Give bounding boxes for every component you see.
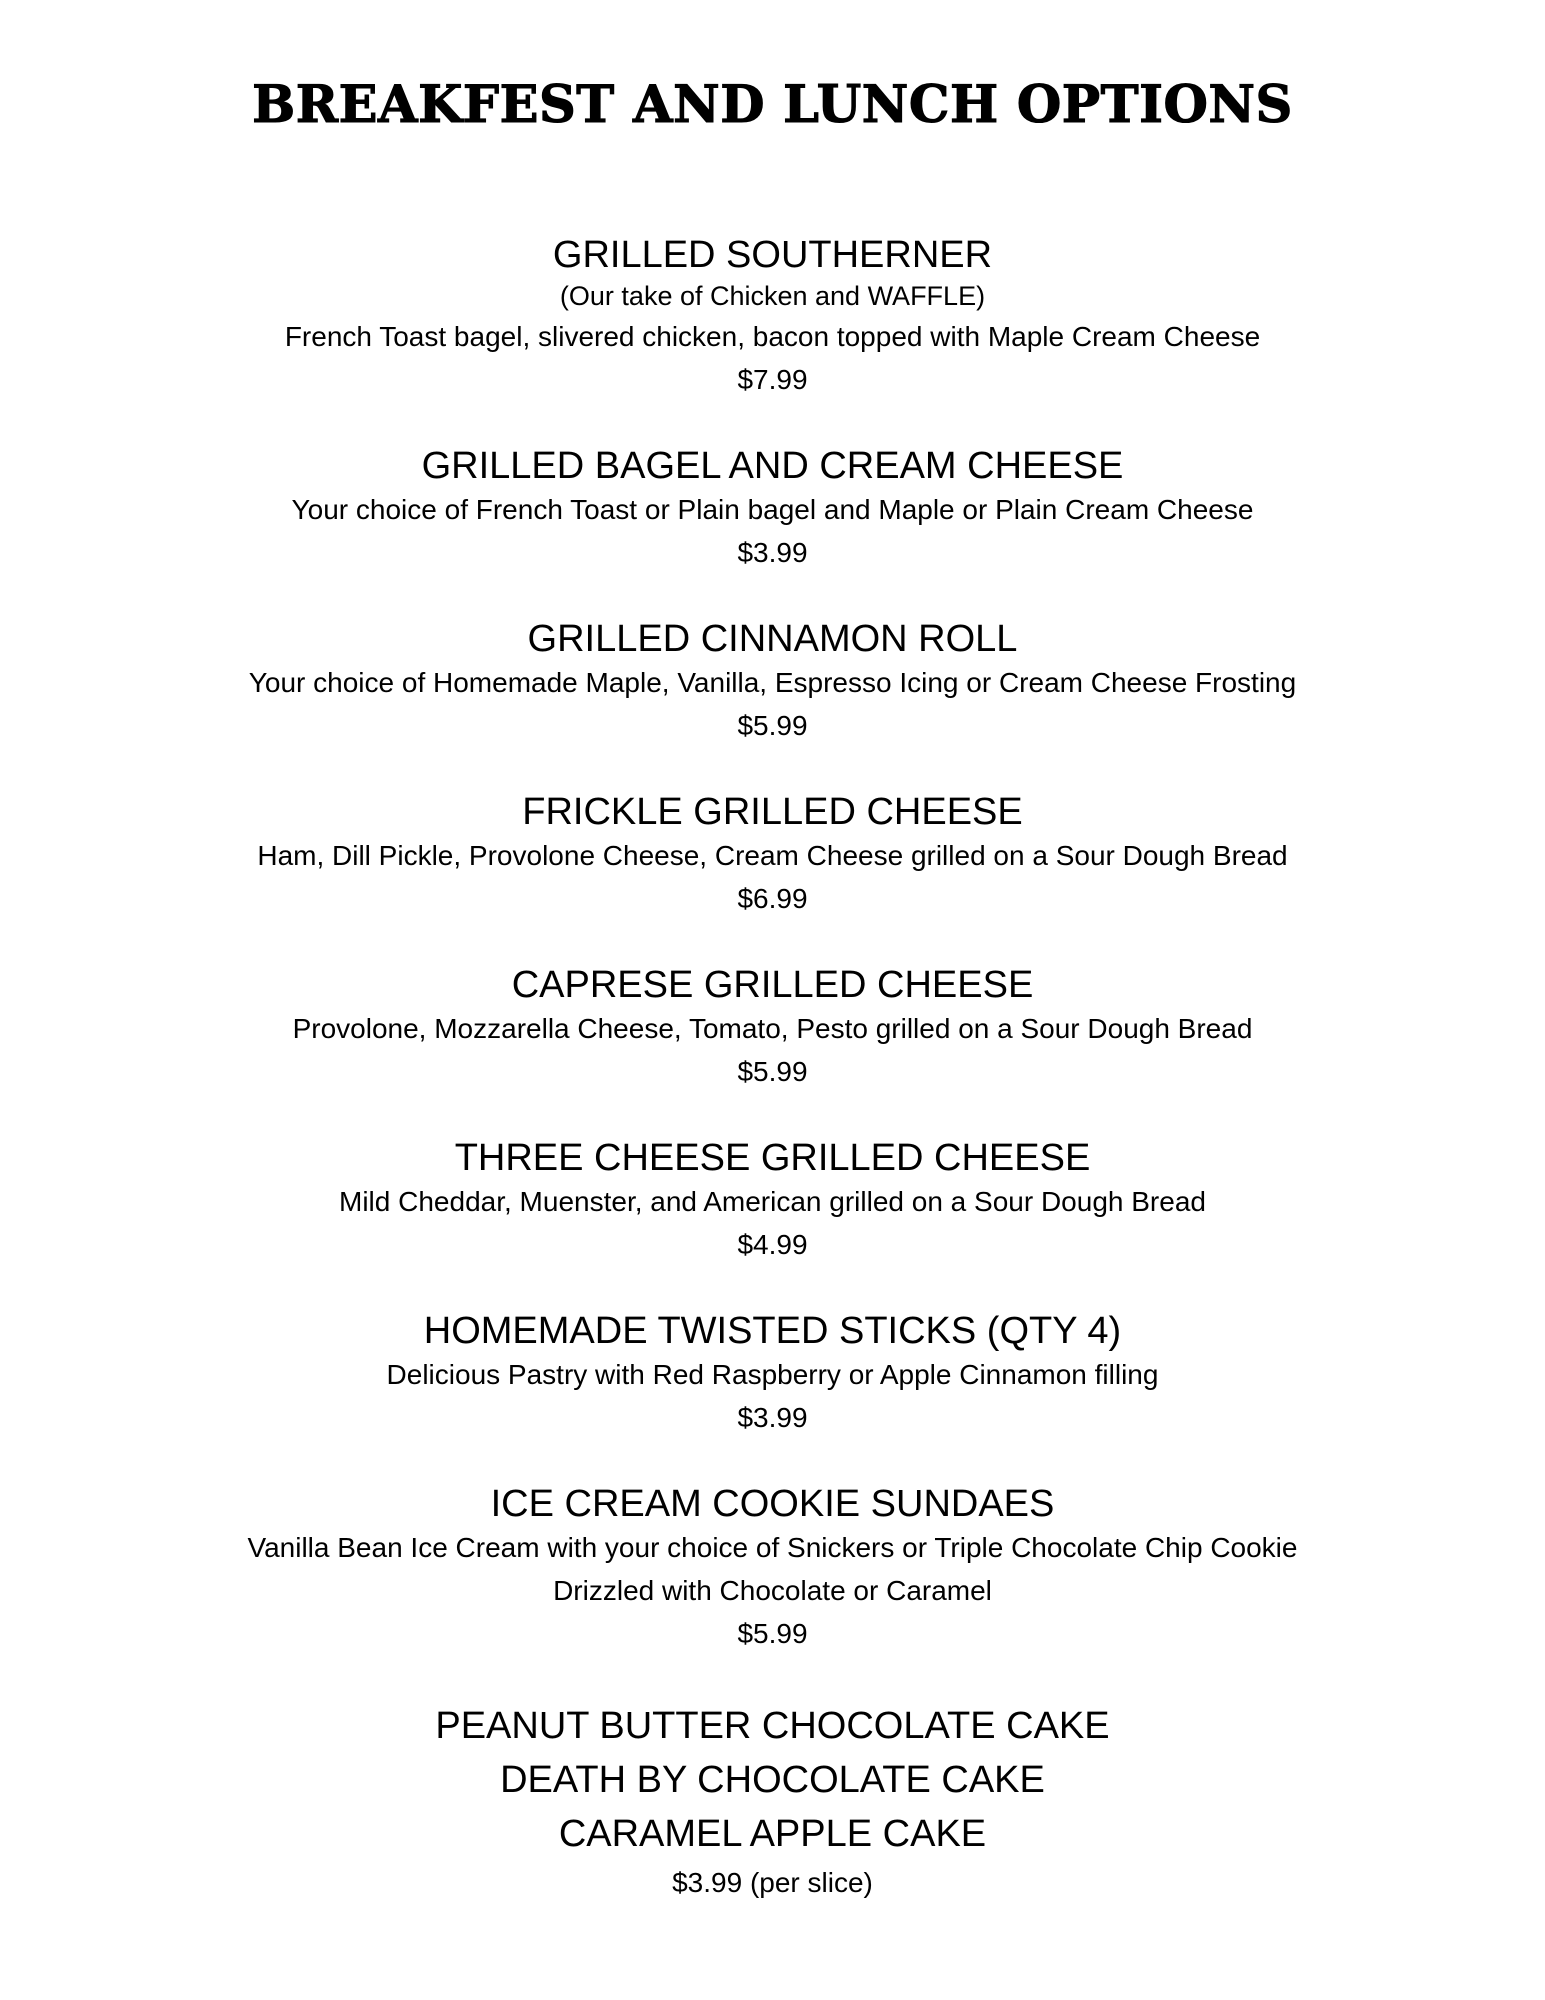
menu-item-name: CARAMEL APPLE CAKE (558, 1813, 987, 1855)
page-title: BREAKFEST AND LUNCH OPTIONS (252, 75, 1293, 135)
menu-item-description: Ham, Dill Pickle, Provolone Cheese, Cream Cheese grilled on a Sour Dough Bread (257, 840, 1288, 871)
menu-item-price: $3.99 (per slice) (672, 1867, 873, 1898)
menu-item-description: Your choice of Homemade Maple, Vanilla, Espresso Icing or Cream Cheese Frosting (248, 667, 1297, 698)
menu-item-description: Your choice of French Toast or Plain bagel and Maple or Plain Cream Cheese (291, 494, 1254, 525)
menu-item-name: FRICKLE GRILLED CHEESE (522, 791, 1023, 833)
menu-item-description: Delicious Pastry with Red Raspberry or Apple Cinnamon filling (386, 1359, 1159, 1390)
menu-item-subtitle: (Our take of Chicken and WAFFLE) (559, 281, 986, 311)
menu-item-price: $6.99 (737, 883, 808, 914)
menu-item (0, 1137, 1545, 1266)
menu-item (0, 445, 1545, 574)
menu-item (0, 964, 1545, 1093)
menu-item-price: $5.99 (737, 1056, 808, 1087)
menu-item-price: $4.99 (737, 1229, 808, 1260)
menu-item (0, 234, 1545, 401)
menu-item-price: $3.99 (737, 1402, 808, 1433)
menu-item-name: ICE CREAM COOKIE SUNDAES (490, 1483, 1055, 1525)
menu-item (0, 791, 1545, 920)
menu-item-price: $5.99 (737, 710, 808, 741)
menu-item-description-line2: Drizzled with Chocolate or Caramel (553, 1575, 992, 1606)
menu-item (0, 618, 1545, 747)
menu-item-price: $7.99 (737, 364, 808, 395)
menu-item-price: $3.99 (737, 537, 808, 568)
menu-item-description: Vanilla Bean Ice Cream with your choice of Snickers or Triple Chocolate Chip Cookie (247, 1532, 1298, 1563)
menu-item-description: Mild Cheddar, Muenster, and American grilled on a Sour Dough Bread (339, 1186, 1206, 1217)
menu-item (0, 1310, 1545, 1439)
menu-item-description: Provolone, Mozzarella Cheese, Tomato, Pesto grilled on a Sour Dough Bread (292, 1013, 1253, 1044)
menu-item-name: CAPRESE GRILLED CHEESE (511, 964, 1034, 1006)
menu-item-price: $5.99 (737, 1618, 808, 1649)
menu-list (0, 234, 1545, 1904)
menu-item-name: DEATH BY CHOCOLATE CAKE (500, 1759, 1045, 1801)
menu-item-name: GRILLED BAGEL AND CREAM CHEESE (421, 445, 1124, 487)
menu-item (0, 1483, 1545, 1655)
menu-item-description: French Toast bagel, slivered chicken, bacon topped with Maple Cream Cheese (284, 321, 1261, 352)
menu-item-cakes (0, 1699, 1545, 1904)
menu-item-name: THREE CHEESE GRILLED CHEESE (454, 1137, 1091, 1179)
menu-item-name: GRILLED SOUTHERNER (552, 234, 993, 276)
menu-item-name: PEANUT BUTTER CHOCOLATE CAKE (435, 1705, 1110, 1747)
menu-item-name: GRILLED CINNAMON ROLL (527, 618, 1018, 660)
menu-item-name: HOMEMADE TWISTED STICKS (QTY 4) (423, 1310, 1122, 1352)
